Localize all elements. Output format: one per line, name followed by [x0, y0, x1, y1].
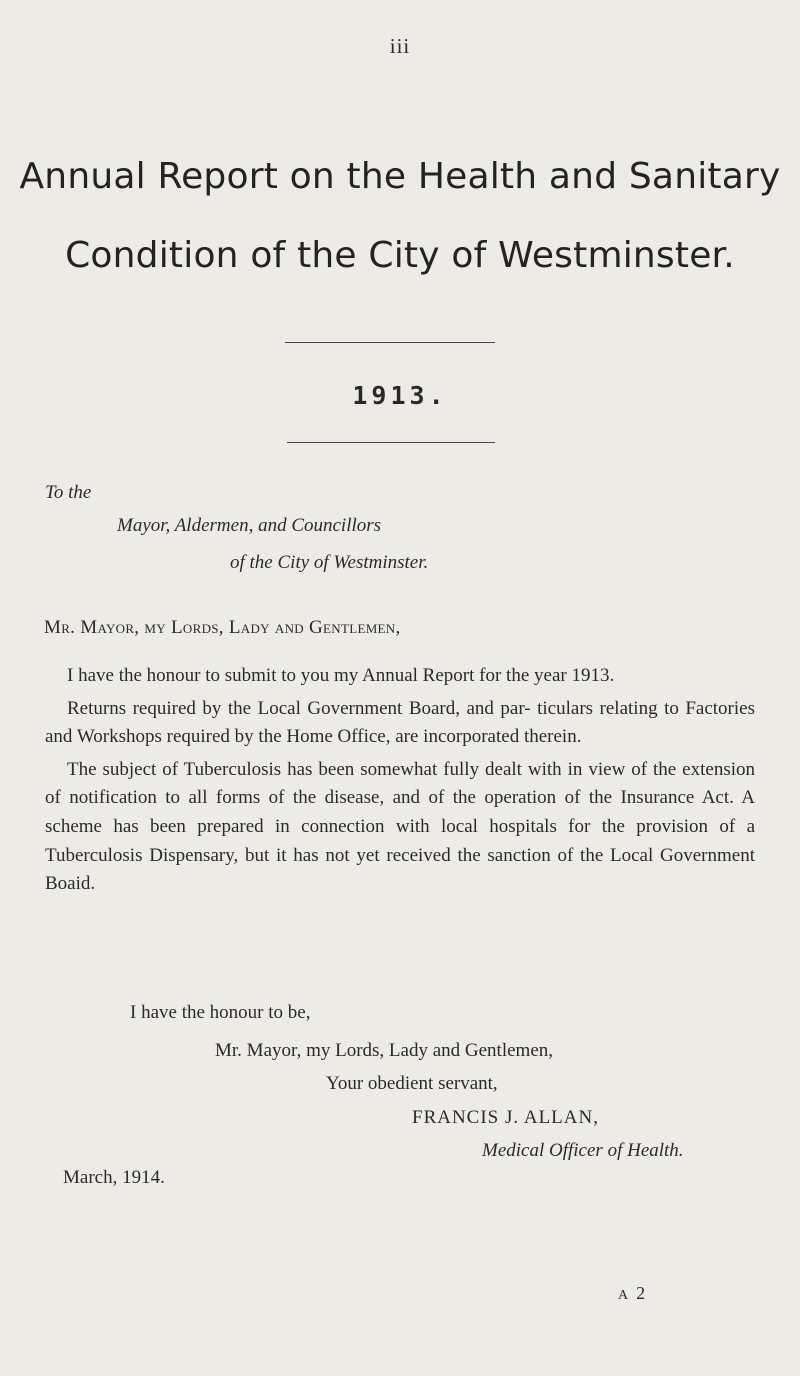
signatory-role: Medical Officer of Health. — [482, 1140, 684, 1161]
closing-line-3: Your obedient servant, — [326, 1073, 498, 1094]
report-year: 1913. — [352, 381, 448, 410]
salutation: Mr. Mayor, my Lords, Lady and Gentlemen, — [44, 617, 401, 638]
address-line-1: To the — [45, 482, 92, 503]
report-title-line-2: Condition of the City of Westminster. — [65, 235, 735, 276]
printer-signature-mark — [618, 1283, 645, 1304]
report-title-line-1: Annual Report on the Health and Sanitary — [19, 156, 781, 197]
address-line-3: of the City of Westminster. — [230, 552, 429, 573]
divider-top — [285, 342, 495, 343]
signatory-name: FRANCIS J. ALLAN, — [412, 1107, 599, 1128]
paragraph-3: The subject of Tuberculosis has been somewhat fully dealt with in view of the extension of notification to all forms of the disease, and of the operation of the Insurance Act. A scheme has been prepared in connection with local hospitals for the provision of a Tuberculosis Dispensary, but it has not yet received the sanction of the Local Government Boaid. — [45, 758, 755, 895]
page-number: iii — [389, 34, 411, 58]
address-line-2: Mayor, Aldermen, and Councillors — [117, 515, 382, 536]
closing-line-1: I have the honour to be, — [130, 1002, 311, 1023]
paragraph-1: I have the honour to submit to you my Annual Report for the year 1913. — [67, 665, 615, 686]
letter-body — [45, 662, 755, 903]
signature-number: 2 — [636, 1283, 646, 1303]
paragraph-2: Returns required by the Local Government Board, and par- ticulars relating to Factories and Workshops required by the Home Office, are incorporated therein. — [45, 697, 755, 748]
divider-bottom — [287, 442, 495, 443]
closing-line-2: Mr. Mayor, my Lords, Lady and Gentlemen, — [215, 1040, 554, 1061]
signature-letter: A — [618, 1288, 629, 1303]
letter-date: March, 1914. — [63, 1167, 165, 1188]
